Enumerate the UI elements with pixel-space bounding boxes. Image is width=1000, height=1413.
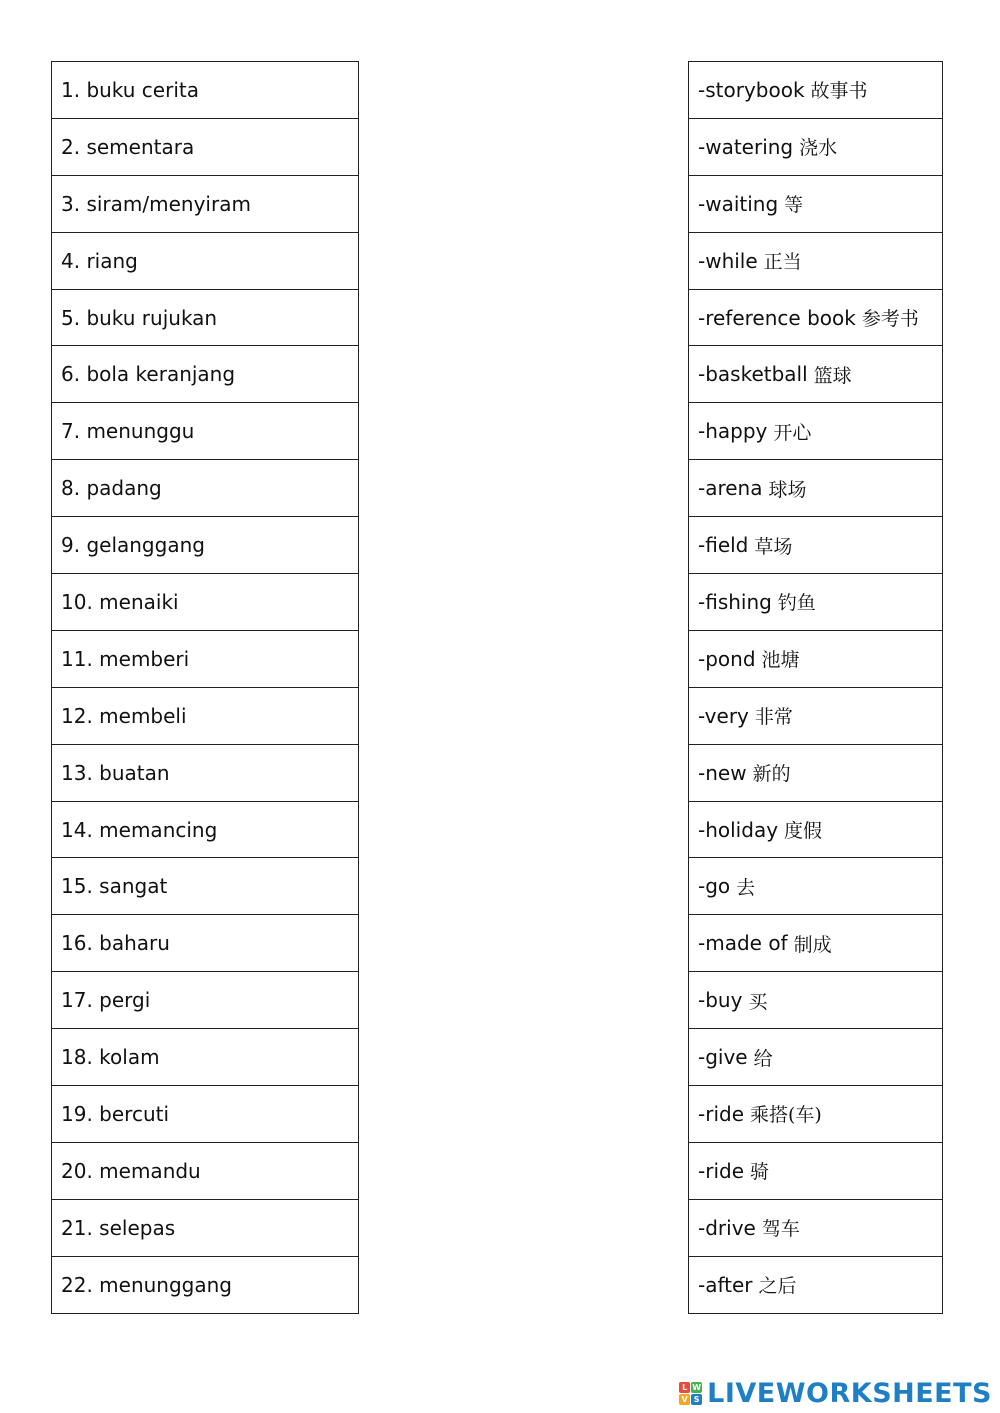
chinese-word-text: 非常 bbox=[754, 706, 793, 729]
english-word-text: -field bbox=[698, 533, 749, 558]
malay-word-text: 19. bercuti bbox=[61, 1101, 170, 1126]
malay-word-text: 21. selepas bbox=[61, 1215, 176, 1240]
chinese-word-text: 制成 bbox=[793, 933, 832, 956]
chinese-word-text: 正当 bbox=[763, 251, 802, 274]
malay-word-text: 8. padang bbox=[61, 476, 162, 501]
malay-word-cell[interactable] bbox=[51, 232, 359, 290]
english-word-text: -while bbox=[698, 248, 758, 273]
malay-word-cell[interactable] bbox=[51, 744, 359, 802]
translation-cell[interactable] bbox=[688, 971, 943, 1029]
malay-word-cell[interactable] bbox=[51, 914, 359, 972]
malay-word-cell[interactable] bbox=[51, 857, 359, 915]
translation-cell[interactable] bbox=[688, 1199, 943, 1257]
translation-cell[interactable] bbox=[688, 1256, 943, 1314]
english-word-text: -new bbox=[698, 760, 747, 785]
chinese-word-text: 去 bbox=[736, 876, 756, 899]
chinese-word-text: 驾车 bbox=[761, 1218, 800, 1241]
chinese-word-text: 度假 bbox=[784, 820, 823, 843]
english-word-text: -made of bbox=[698, 931, 788, 956]
chinese-word-text: 骑 bbox=[750, 1161, 770, 1184]
translation-cell[interactable] bbox=[688, 687, 943, 745]
chinese-word-text: 篮球 bbox=[813, 364, 852, 387]
malay-word-cell[interactable] bbox=[51, 118, 359, 176]
malay-word-cell[interactable] bbox=[51, 516, 359, 574]
english-word-text: -fishing bbox=[698, 589, 772, 614]
english-word-text: -go bbox=[698, 874, 731, 899]
malay-word-text: 14. memancing bbox=[61, 817, 218, 842]
malay-word-cell[interactable] bbox=[51, 459, 359, 517]
english-word-text: -arena bbox=[698, 476, 763, 501]
translation-cell[interactable] bbox=[688, 744, 943, 802]
malay-word-cell[interactable] bbox=[51, 801, 359, 859]
translation-cell[interactable] bbox=[688, 1142, 943, 1200]
malay-word-text: 22. menunggang bbox=[61, 1272, 232, 1297]
malay-word-cell[interactable] bbox=[51, 289, 359, 347]
translation-cell[interactable] bbox=[688, 175, 943, 233]
chinese-word-text: 乘搭(车) bbox=[750, 1104, 822, 1127]
malay-word-text: 3. siram/menyiram bbox=[61, 191, 251, 216]
chinese-word-text: 等 bbox=[784, 194, 804, 217]
translation-cell[interactable] bbox=[688, 232, 943, 290]
chinese-word-text: 之后 bbox=[758, 1275, 797, 1298]
chinese-word-text: 开心 bbox=[773, 421, 812, 444]
chinese-word-text: 球场 bbox=[768, 478, 807, 501]
malay-word-text: 13. buatan bbox=[61, 760, 170, 785]
chinese-word-text: 给 bbox=[753, 1047, 773, 1070]
malay-word-text: 17. pergi bbox=[61, 988, 151, 1013]
english-word-text: -very bbox=[698, 703, 749, 728]
malay-word-text: 4. riang bbox=[61, 248, 138, 273]
liveworksheets-logo bbox=[679, 1378, 992, 1409]
malay-word-text: 20. memandu bbox=[61, 1158, 201, 1183]
english-word-text: -buy bbox=[698, 988, 743, 1013]
malay-word-text: 7. menunggu bbox=[61, 419, 195, 444]
malay-word-cell[interactable] bbox=[51, 1142, 359, 1200]
translation-cell[interactable] bbox=[688, 914, 943, 972]
malay-word-text: 9. gelanggang bbox=[61, 533, 205, 558]
translation-cell[interactable] bbox=[688, 345, 943, 403]
translation-cell[interactable] bbox=[688, 857, 943, 915]
malay-word-column bbox=[51, 61, 359, 1314]
translation-cell[interactable] bbox=[688, 516, 943, 574]
malay-word-cell[interactable] bbox=[51, 630, 359, 688]
malay-word-text: 1. buku cerita bbox=[61, 77, 199, 102]
translation-cell[interactable] bbox=[688, 1028, 943, 1086]
malay-word-cell[interactable] bbox=[51, 1028, 359, 1086]
english-word-text: -drive bbox=[698, 1215, 756, 1240]
logo-text: LIVEWORKSHEETS bbox=[707, 1378, 992, 1409]
malay-word-cell[interactable] bbox=[51, 687, 359, 745]
malay-word-text: 18. kolam bbox=[61, 1045, 160, 1070]
translation-cell[interactable] bbox=[688, 630, 943, 688]
chinese-word-text: 池塘 bbox=[761, 649, 800, 672]
malay-word-text: 16. baharu bbox=[61, 931, 170, 956]
malay-word-cell[interactable] bbox=[51, 61, 359, 119]
malay-word-text: 2. sementara bbox=[61, 134, 195, 159]
chinese-word-text: 买 bbox=[748, 990, 768, 1013]
translation-cell[interactable] bbox=[688, 1085, 943, 1143]
english-word-text: -after bbox=[698, 1272, 753, 1297]
chinese-word-text: 钓鱼 bbox=[777, 592, 816, 615]
translation-cell[interactable] bbox=[688, 118, 943, 176]
english-word-text: -watering bbox=[698, 134, 794, 159]
english-word-text: -give bbox=[698, 1045, 748, 1070]
translation-cell[interactable] bbox=[688, 402, 943, 460]
translation-cell[interactable] bbox=[688, 801, 943, 859]
english-word-text: -reference book bbox=[698, 305, 856, 330]
translation-cell[interactable] bbox=[688, 459, 943, 517]
malay-word-cell[interactable] bbox=[51, 971, 359, 1029]
malay-word-text: 12. membeli bbox=[61, 703, 187, 728]
english-word-text: -waiting bbox=[698, 191, 779, 216]
malay-word-cell[interactable] bbox=[51, 175, 359, 233]
translation-cell[interactable] bbox=[688, 573, 943, 631]
english-word-text: -ride bbox=[698, 1158, 744, 1183]
logo-badge-icon: L W V S bbox=[679, 1382, 702, 1405]
english-word-text: -basketball bbox=[698, 362, 808, 387]
malay-word-cell[interactable] bbox=[51, 402, 359, 460]
malay-word-cell[interactable] bbox=[51, 1256, 359, 1314]
english-word-text: -pond bbox=[698, 646, 756, 671]
chinese-word-text: 参考书 bbox=[861, 308, 919, 330]
malay-word-cell[interactable] bbox=[51, 345, 359, 403]
malay-word-text: 5. buku rujukan bbox=[61, 305, 218, 330]
chinese-word-text: 草场 bbox=[754, 535, 793, 558]
chinese-word-text: 故事书 bbox=[810, 80, 868, 103]
english-word-text: -happy bbox=[698, 419, 768, 444]
translation-cell[interactable] bbox=[688, 289, 943, 347]
malay-word-text: 15. sangat bbox=[61, 874, 168, 899]
english-word-text: -ride bbox=[698, 1101, 744, 1126]
malay-word-cell[interactable] bbox=[51, 1085, 359, 1143]
malay-word-cell[interactable] bbox=[51, 573, 359, 631]
chinese-word-text: 新的 bbox=[752, 763, 791, 786]
malay-word-cell[interactable] bbox=[51, 1199, 359, 1257]
translation-cell[interactable] bbox=[688, 61, 943, 119]
chinese-word-text: 浇水 bbox=[799, 137, 838, 160]
malay-word-text: 6. bola keranjang bbox=[61, 362, 236, 387]
english-word-text: -storybook bbox=[698, 77, 805, 102]
malay-word-text: 10. menaiki bbox=[61, 589, 179, 614]
english-chinese-column bbox=[688, 61, 943, 1314]
english-word-text: -holiday bbox=[698, 817, 779, 842]
malay-word-text: 11. memberi bbox=[61, 646, 190, 671]
